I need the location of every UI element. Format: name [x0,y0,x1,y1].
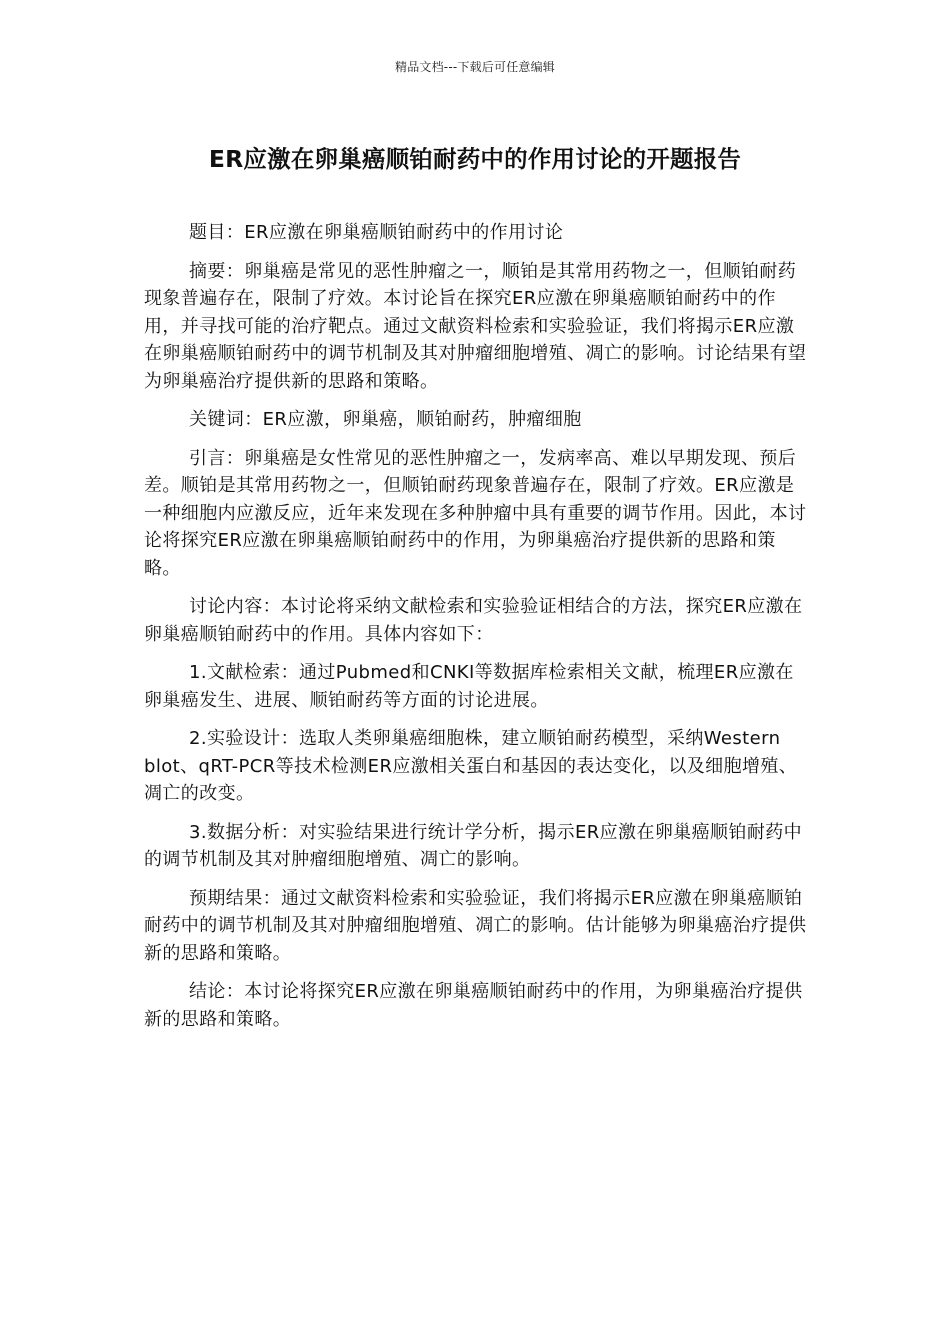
paragraph-item-data-analysis: 3.数据分析：对实验结果进行统计学分析，揭示ER应激在卵巢癌顺铂耐药中的调节机制及其对肿瘤细胞增殖、凋亡的影响。 [144,821,803,870]
paragraph-keywords: 关键词：ER应激，卵巢癌，顺铂耐药，肿瘤细胞 [189,409,582,430]
document-title: ER应激在卵巢癌顺铂耐药中的作用讨论的开题报告 [208,145,742,173]
paragraph-discussion-content: 讨论内容：本讨论将采纳文献检索和实验验证相结合的方法，探究ER应激在卵巢癌顺铂耐药中的作用。具体内容如下： [144,596,803,645]
page-header-watermark: 精品文档---下载后可任意编辑 [395,60,555,74]
document-body [144,219,810,1044]
paragraph-abstract: 摘要：卵巢癌是常见的恶性肿瘤之一，顺铂是其常用药物之一，但顺铂耐药现象普遍存在，限制了疗效。本讨论旨在探究ER应激在卵巢癌顺铂耐药中的作用，并寻找可能的治疗靶点。通过文献资料检索和实验验证，我们将揭示ER应激在卵巢癌顺铂耐药中的调节机制及其对肿瘤细胞增殖、凋亡的影响。讨论结果有望为卵巢癌治疗提供新的思路和策略。 [144,260,807,392]
paragraph-expected-results: 预期结果：通过文献资料检索和实验验证，我们将揭示ER应激在卵巢癌顺铂耐药中的调节机制及其对肿瘤细胞增殖、凋亡的影响。估计能够为卵巢癌治疗提供新的思路和策略。 [144,887,807,964]
paragraph-item-experiment-design: 2.实验设计：选取人类卵巢癌细胞株，建立顺铂耐药模型，采纳Western blot、qRT-PCR等技术检测ER应激相关蛋白和基因的表达变化，以及细胞增殖、凋亡的改变。 [144,728,798,804]
paragraph-introduction: 引言：卵巢癌是女性常见的恶性肿瘤之一，发病率高、难以早期发现、预后差。顺铂是其常用药物之一，但顺铂耐药现象普遍存在，限制了疗效。ER应激是一种细胞内应激反应，近年来发现在多种肿瘤中具有重要的调节作用。因此，本讨论将探究ER应激在卵巢癌顺铂耐药中的作用，为卵巢癌治疗提供新的思路和策略。 [144,447,807,579]
paragraph-topic: 题目：ER应激在卵巢癌顺铂耐药中的作用讨论 [189,222,564,243]
paragraph-conclusion: 结论：本讨论将探究ER应激在卵巢癌顺铂耐药中的作用，为卵巢癌治疗提供新的思路和策略。 [144,981,803,1030]
paragraph-item-literature-search: 1.文献检索：通过Pubmed和CNKI等数据库检索相关文献，梳理ER应激在卵巢癌发生、进展、顺铂耐药等方面的讨论进展。 [144,662,794,711]
